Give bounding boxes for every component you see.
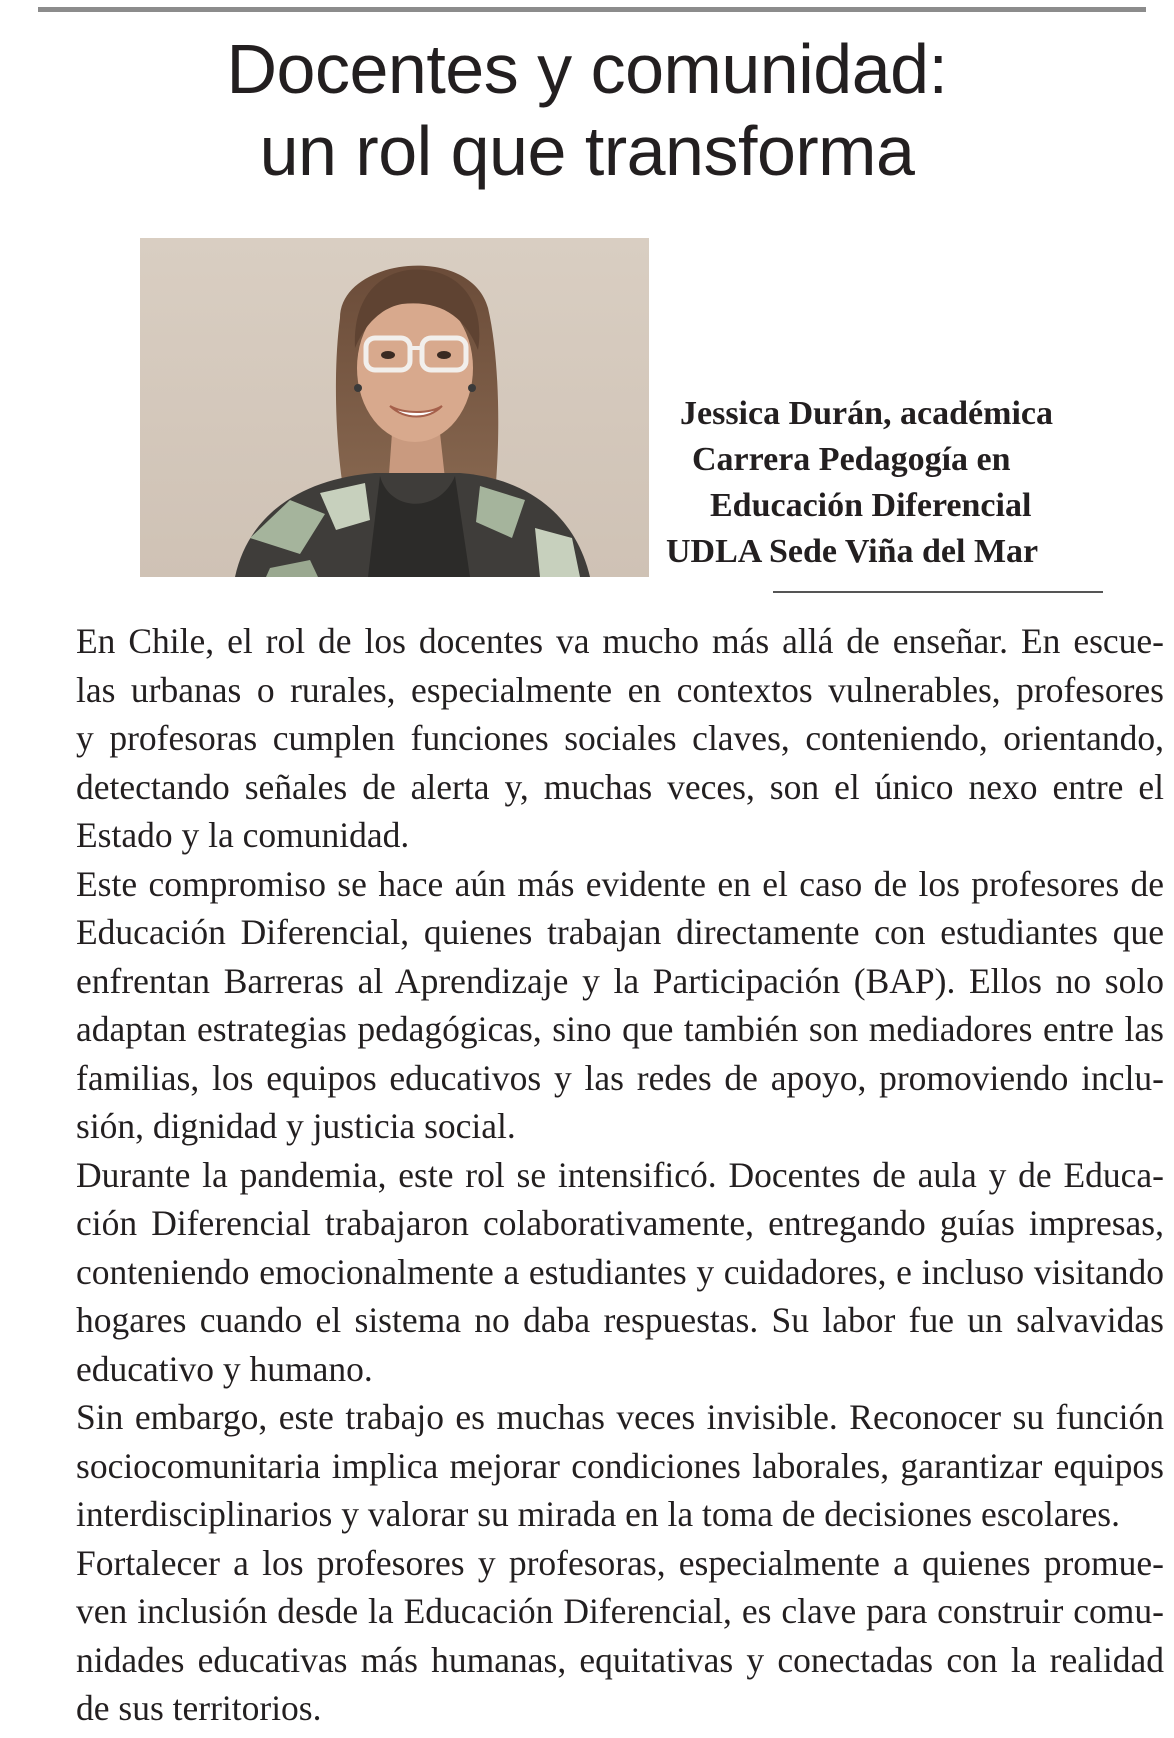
paragraph-line: las urbanas o rurales, especialmente en contextos vulnerables, profesores: [76, 669, 1164, 710]
paragraph-line: Este compromiso se hace aún más evidente en el caso de los profesores de: [76, 863, 1164, 904]
paragraph-line: detectando señales de alerta y, muchas veces, son el único nexo entre el: [76, 766, 1164, 807]
paragraph-line: ción Diferencial trabajaron colaborativamente, entregando guías impresas,: [76, 1203, 1164, 1243]
paragraph-line: sociocomunitaria implica mejorar condiciones laborales, garantizar equipos: [76, 1445, 1164, 1486]
author-photo-image: [140, 238, 649, 577]
paragraph-1: [40, 617, 1164, 860]
paragraph-line: interdisciplinarios y valorar su mirada en la toma de decisiones escolares.: [76, 1494, 1120, 1534]
paragraph-line: Sin embargo, este trabajo es muchas veces invisible. Reconocer su función: [76, 1397, 1164, 1437]
paragraph-5: [40, 1539, 1164, 1733]
paragraph-line: Fortalecer a los profesores y profesoras, especialmente a quienes promue-: [76, 1542, 1164, 1583]
paragraph-line: Educación Diferencial, quienes trabajan directamente con estudiantes que: [76, 912, 1164, 952]
paragraph-line: Estado y la comunidad.: [76, 815, 410, 855]
byline-divider: [773, 591, 1103, 593]
author-byline: [666, 391, 1150, 575]
paragraph-line: conteniendo emocionalmente a estudiantes y cuidadores, e incluso visitando: [76, 1251, 1164, 1292]
paragraph-line: y profesoras cumplen funciones sociales claves, conteniendo, orientando,: [76, 718, 1164, 758]
paragraph-line: educativo y humano.: [76, 1348, 373, 1389]
byline-specialty: Educación Diferencial: [710, 487, 1032, 524]
paragraph-line: nidades educativas más humanas, equitativas y conectadas con la realidad: [76, 1639, 1164, 1680]
headline: [0, 28, 1174, 192]
paragraph-line: enfrentan Barreras al Aprendizaje y la Participación (BAP). Ellos no solo: [76, 960, 1164, 1001]
byline-program: Carrera Pedagogía en: [692, 441, 1011, 478]
author-photo: [140, 238, 649, 577]
paragraph-line: adaptan estrategias pedagógicas, sino que también son mediadores entre las: [76, 1009, 1164, 1049]
paragraph-line: Durante la pandemia, este rol se intensificó. Docentes de aula y de Educa-: [76, 1154, 1164, 1195]
byline-name: Jessica Durán, académica: [680, 395, 1054, 432]
paragraph-line: hogares cuando el sistema no daba respuestas. Su labor fue un salvavidas: [76, 1300, 1164, 1340]
paragraph-line: de sus territorios.: [76, 1688, 322, 1728]
headline-line-2: un rol que transforma: [259, 112, 915, 190]
paragraph-4: [40, 1393, 1164, 1539]
paragraph-3: [40, 1151, 1164, 1394]
paragraph-line: sión, dignidad y justicia social.: [76, 1106, 516, 1146]
paragraph-line: En Chile, el rol de los docentes va mucho más allá de enseñar. En escue-: [76, 621, 1164, 661]
byline-campus: UDLA Sede Viña del Mar: [666, 533, 1039, 570]
top-rule: [38, 7, 1146, 12]
paragraph-line: ven inclusión desde la Educación Diferencial, es clave para construir comu-: [76, 1591, 1164, 1631]
paragraph-line: familias, los equipos educativos y las redes de apoyo, promoviendo inclu-: [76, 1057, 1164, 1098]
headline-line-1: Docentes y comunidad:: [226, 30, 948, 108]
article-body: [40, 617, 1164, 1733]
paragraph-2: [40, 860, 1164, 1151]
